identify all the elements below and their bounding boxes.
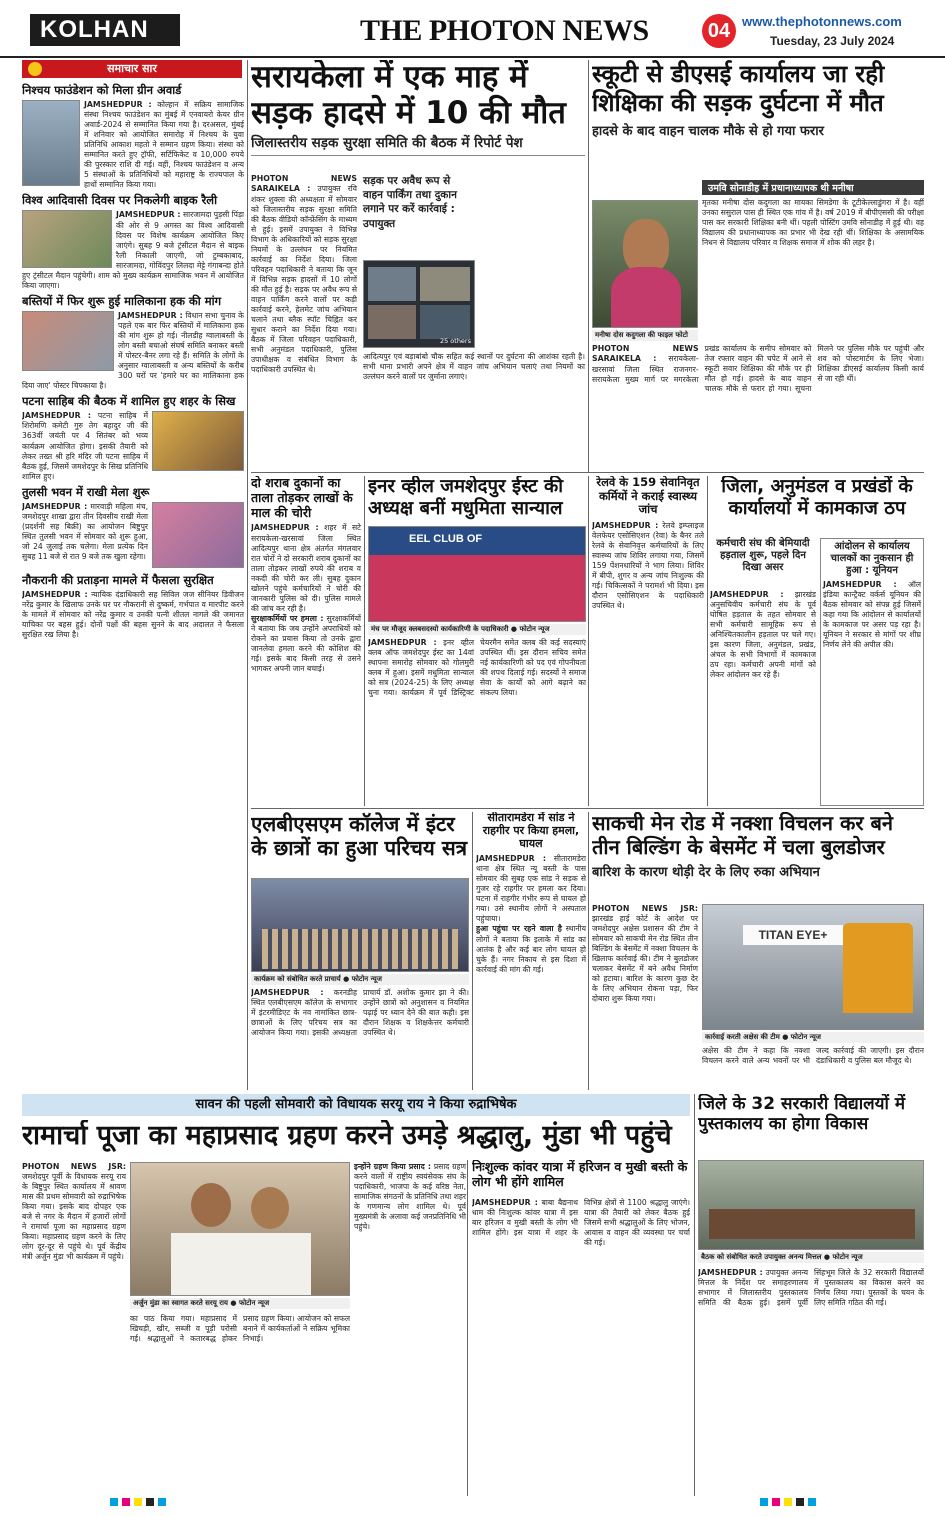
- column-divider: [707, 476, 708, 806]
- story-bulldozer-sakchi: साकची मेन रोड में नक्शा विचलन कर बने तीन बिल्डिंग के बेसमेंट में चला बुलडोजर बारिश के कारण थोड़ी देर के लिए रुका अभियान PHOTON NEWS JSR: झारखंड हाई कोर्ट के आदेश पर जमशेदपुर अक्षेस प्रशासन की टीम ने सोमवार को साकची मेन रोड स्थित तीन बिल्डिंग के बेसमेंट में नक्शा विचलन के खिलाफ कार्रवाई की। टीम ने बुलडोजर चलाकर बेसमेंट में बने अवैध निर्माण को हटाया। बारिश के कारण कुछ देर के लिए अभियान रोकना पड़ा, फिर दोबारा शुरू किया गया। TITAN EYE+ कार्रवाई करती अक्षेस की टीम ● फोटोन न्यूज अक्षेस की टीम ने कहा कि नक्शा विचलन करने वाले अन्य भवनों पर भी जल्द कार्रवाई की जाएगी। इस दौरान दंडाधिकारी व पुलिस बल मौजूद थे।: [592, 812, 924, 1066]
- section-emblem-icon: [28, 62, 42, 76]
- shop-sign: TITAN EYE+: [743, 925, 843, 945]
- digest-text: पटना साहिब में शिरोमणि कमेटी गुरु तेग बहादुर जी की 363वीं जयंती पर 4 सितंबर को भव्य कार्यक्रम आयोजित होगा। इसकी तैयारी को लेकर तख्त श्री हरि मंदिर जी पटना साहिब में बैठक हुई, जिसमें जमशेदपुर के सिख प्रतिनिधि शामिल हुए।: [22, 411, 148, 481]
- side-headline: कर्मचारी संघ की बेमियादी हड़ताल शुरू, पहले दिन दिखा असर: [716, 538, 810, 573]
- column-divider: [364, 476, 365, 806]
- digest-text: विधान सभा चुनाव के पहले एक बार फिर बस्तियों में मालिकाना हक की मांग शुरू हो गई। नीलडीह ग्वालाबस्ती के लोग बस्ती बचाओ संघर्ष समिति बनाकर बस्ती में पोस्टर-बैनर लगा रहे हैं। समिति के लोगों के अनुसार ग्वालाबस्ती व अन्य बस्तियों के करीब 300 घरों पर 'हमारे घर का मालिकाना हक दिया जाए' पोस्टर चिपकाया है।: [22, 310, 244, 391]
- print-color-bar: [760, 1498, 820, 1506]
- story-inner-wheel: इनर व्हील जमशेदपुर ईस्ट की अध्यक्ष बनीं मधुमिता सान्याल EEL CLUB OF मंच पर मौजूद क्लबसदस्यो कार्यकारिणी के पदाधिकारी ● फोटोन न्यूज JAMSHEDPUR : इनर व्हील क्लब ऑफ जमशेदपुर ईस्ट का 14वां स्थापना समारोह सोमवार को गोलमुरी क्लब में हुआ। इसमें मधुमिता सान्याल को सत्र (2024-25) के लिए अध्यक्ष चुना गया। कार्यक्रम में पूर्व डिस्ट्रिक्ट चेयरमैन समेत क्लब की कई सदस्याएं उपस्थित थीं। इस दौरान सचिव समेत नई कार्यकारिणी को पद एवं गोपनीयता की शपथ दिलाई गई। सदस्यों ने समाज सेवा के कार्यों को आगे बढ़ाने का संकल्प लिया।: [368, 476, 586, 698]
- story-text: सुरक्षाकर्मियों ने बताया कि जब उन्होंने अपराधियों को रोकने का प्रयास किया तो उनके द्वारा जानलेवा हमला करने की कोशिश की गई। इसके बाद किसी तरह से उसने भागकर अपनी जान बचाई।: [251, 613, 361, 673]
- subhead: हादसे के बाद वाहन चालक मौके से हो गया फरार: [592, 123, 824, 139]
- column-divider: [694, 1094, 695, 1496]
- story-subhead: इन्होंने ग्रहण किया प्रसाद :: [354, 1162, 431, 1171]
- brand-name: THE PHOTON NEWS: [360, 14, 649, 47]
- story-subhead: हुआ पहुंचा पर रहने वाला है: [476, 924, 562, 934]
- subhead: जिलास्तरीय सड़क सुरक्षा समिति की बैठक में रिपोर्ट पेश: [251, 135, 585, 156]
- college-hall-photo: [251, 878, 469, 972]
- story-ramarcha-puja: रामार्चा पूजा का महाप्रसाद ग्रहण करने उमड़े श्रद्धालु, मुंडा भी पहुंचे PHOTON NEWS JSR: जमशेदपुर पूर्वी के विधायक सरयू राय के बिष्टुपुर स्थित कार्यालय में श्रावण मास की प्रथम सोमवारी को रुद्राभिषेक किया गया। इसके बाद दोपहर एक बजे से नगर के मैदान में हजारों लोगों ने रामार्चा पूजा का महाप्रसाद ग्रहण किया। महाप्रसाद ग्रहण करने के लिए लोग दूर-दूर से पहुंचे थे। पूर्व केंद्रीय मंत्री अर्जुन मुंडा भी कार्यक्रम में पहुंचे। अर्जुन मुंडा का स्वागत करते सरयू राय ● फोटोन न्यूज का पाठ किया गया। महाप्रसाद में खिचड़ी, खीर, सब्जी व पूड़ी परोसी गई। श्रद्धालुओं ने कतारबद्ध होकर प्रसाद ग्रहण किया। आयोजन को सफल बनाने में कार्यकर्ताओं ने सक्रिय भूमिका निभाई। इन्होंने ग्रहण किया प्रसाद : प्रसाद ग्रहण करने वालों में राष्ट्रीय स्वयंसेवक संघ के पदाधिकारी, भाजपा के कई वरिष्ठ नेता, सामाजिक संगठनों के प्रतिनिधि तथा शहर के गणमान्य लोग शामिल थे। पूर्व मुख्यमंत्री के अलावा कई जनप्रतिनिधि भी पहुंचे।: [22, 1120, 690, 1496]
- pull-quote: सड़क पर अवैध रूप से वाहन पार्किंग तथा दुकान लगाने पर करें कार्रवाई : उपायुक्त: [363, 175, 457, 230]
- column-divider: [588, 812, 589, 1090]
- row-divider: [251, 808, 924, 809]
- photo-caption: मंच पर मौजूद क्लबसदस्यो कार्यकारिणी के पदाधिकारी ● फोटोन न्यूज: [368, 624, 586, 635]
- headline: जिले के 32 सरकारी विद्यालयों में पुस्तकालय का होगा विकास: [698, 1094, 906, 1135]
- news-digest-column: [22, 80, 244, 1088]
- story-text: उपायुक्त अनन्य मित्तल के निर्देश पर समाहरणालय सभागार में जिलास्तरीय पुस्तकालय समिति की बैठक हुई। इसमें पूर्वी सिंहभूम जिले के 32 सरकारी विद्यालयों में पुस्तकालय का विकास करने का निर्णय लिया गया। पुस्तकों के चयन के लिए समिति गठित की गई।: [698, 1268, 924, 1308]
- bulldozer-photo: [702, 904, 924, 1030]
- digest-title: नौकरानी की प्रताड़ना मामले में फैसला सुरक्षित: [22, 572, 214, 587]
- box-title: उमवि सोनाडीह में प्रधानाध्यापक थी मनीषा: [702, 180, 924, 195]
- brand-logo: [360, 14, 649, 48]
- box-text: मृतका मनीषा दोस कदुगला का मायका सिमडेगा के टूटीकेल्लाडुंगरा में है। वहीं उनका ससुराल पास ही स्थित एक गांव में है। वर्ष 2019 में बीपीएससी की परीक्षा पास कर सरकारी शिक्षिका बनी थीं। पहली पोस्टिंग उमवि सोनाडीह में हुई थी। वह विद्यालय की प्रधानाध्यापक का प्रभार भी देख रही थीं। शिक्षिका के असामयिक निधन से विद्यालय परिवार व शिक्षक समाज में शोक की लहर है।: [702, 198, 924, 248]
- issue-date: Tuesday, 23 July 2024: [770, 34, 895, 48]
- story-school-library: जिले के 32 सरकारी विद्यालयों में पुस्तकालय का होगा विकास बैठक को संबोधित करते उपायुक्त अनन्य मित्तल ● फोटोन न्यूज JAMSHEDPUR : उपायुक्त अनन्य मित्तल के निर्देश पर समाहरणालय सभागार में जिलास्तरीय पुस्तकालय समिति की बैठक हुई। इसमें पूर्वी सिंहभूम जिले के 32 सरकारी विद्यालयों में पुस्तकालय का विकास करने का निर्णय लिया गया। पुस्तकों के चयन के लिए समिति गठित की गई।: [698, 1094, 924, 1308]
- edition-label: KOLHAN: [30, 14, 180, 46]
- story-text: बाबा बैद्यनाथ धाम की निःशुल्क कांवर यात्रा में इस बार हरिजन व मुखी बस्ती के लोग भी शामिल होंगे। इस यात्रा में शहर के विभिन्न क्षेत्रों से 1100 श्रद्धालु जाएंगे। यात्रा की तैयारी को लेकर बैठक हुई जिसमें सभी श्रद्धालुओं के लिए भोजन, आवास व वाहन की व्यवस्था पर चर्चा की गई।: [472, 1198, 690, 1248]
- story-text: प्रसाद ग्रहण करने वालों में राष्ट्रीय स्वयंसेवक संघ के पदाधिकारी, भाजपा के कई वरिष्ठ नेता, सामाजिक संगठनों के प्रतिनिधि तथा शहर के गणमान्य लोग शामिल थे। पूर्व मुख्यमंत्री के अलावा कई जनप्रतिनिधि भी पहुंचे।: [354, 1162, 466, 1232]
- story-subhead: सुरक्षाकर्मियों पर हमला :: [251, 613, 324, 623]
- digest-title: विश्व आदिवासी दिवस पर निकलेगी बाइक रैली: [22, 193, 218, 208]
- digest-title: तुलसी भवन में राखी मेला शुरू: [22, 484, 150, 499]
- lead-story-teacher-accident: स्कूटी से डीएसई कार्यालय जा रही शिक्षिका की सड़क दुर्घटना में मौत हादसे के बाद वाहन चालक मौके से हो गया फरार उमवि सोनाडीह में प्रधानाध्यापक थी मनीषा मनीषा दोस कदुगला की फाइल फोटो मृतका मनीषा दोस कदुगला का मायका सिमडेगा के टूटीकेल्लाडुंगरा में है। वहीं उनका ससुराल पास ही स्थित एक गांव में है। वर्ष 2019 में बीपीएससी की परीक्षा पास कर सरकारी शिक्षिका बनी थीं। पहली पोस्टिंग उमवि सोनाडीह में हुई थी। वह विद्यालय की प्रधानाध्यापक का प्रभार भी देख रही थीं। शिक्षिका के असामयिक निधन से विद्यालय परिवार व शिक्षक समाज में शोक की लहर है। PHOTON NEWS SARAIKELA : सरायकेला-खरसावां जिला स्थित राजनगर-सरायकेला मुख्य मार्ग पर मगरकेला प्रखंड कार्यालय के समीप सोमवार को तेज रफ्तार वाहन की चपेट में आने से स्कूटी सवार शिक्षिका की मौके पर ही मौत हो गई। हादसे के बाद वाहन चालक मौके से फरार हो गया। सूचना मिलने पर पुलिस मौके पर पहुंची और शव को पोस्टमार्टम के लिए भेजा। शिक्षिका डीएसई कार्यालय किसी कार्य से जा रही थीं।: [592, 60, 924, 394]
- story-text: सीतारामडेरा थाना क्षेत्र स्थित न्यू बस्ती के पास सोमवार की सुबह एक सांड ने सड़क से गुजर रहे राहगीर पर हमला कर दिया। घटना में राहगीर गंभीर रूप से घायल हो गया। उसे स्थानीय लोगों ने अस्पताल पहुंचाया।: [476, 853, 586, 924]
- photo-caption: मनीषा दोस कदुगला की फाइल फोटो: [592, 330, 698, 341]
- print-color-bar: [110, 1498, 170, 1506]
- column-divider: [588, 60, 589, 472]
- column-divider: [247, 60, 248, 1090]
- site-link[interactable]: www.thephotonnews.com: [742, 14, 902, 29]
- story-text: झारखंड हाई कोर्ट के आदेश पर जमशेदपुर अक्षेस प्रशासन की टीम ने सोमवार को साकची मेन रोड स्थित तीन बिल्डिंग के बेसमेंट में नक्शा विचलन के खिलाफ कार्रवाई की। टीम ने बुलडोजर चलाकर बेसमेंट में बने अवैध निर्माण को हटाया। बारिश के कारण कुछ देर के लिए अभियान रोकना पड़ा, फिर दोबारा शुरू किया गया।: [592, 914, 698, 1004]
- basti-photo: [22, 311, 114, 371]
- story-text: स्थानीय लोगों ने बताया कि इलाके में सांड का आतंक है और कई बार लोग घायल हो चुके हैं। नगर निकाय से इस दिशा में कार्रवाई की मांग की गई।: [476, 924, 586, 974]
- box-title: आंदोलन से कार्यालय चालकों का नुकसान ही हुआ : यूनियन: [830, 541, 914, 576]
- sikh-meeting-photo: [152, 411, 244, 471]
- participants-tag: 25 others: [439, 337, 471, 345]
- story-text: इनर व्हील क्लब ऑफ जमशेदपुर ईस्ट का 14वां स्थापना समारोह सोमवार को गोलमुरी क्लब में हुआ। इसमें मधुमिता सान्याल को सत्र (2024-25) के लिए अध्यक्ष चुना गया। कार्यक्रम में पूर्व डिस्ट्रिक्ट चेयरमैन समेत क्लब की कई सदस्याएं उपस्थित थीं। इस दौरान सचिव समेत नई कार्यकारिणी को पद एवं गोपनीयता की शपथ दिलाई गई। सदस्यों ने समाज सेवा के कार्यों को आगे बढ़ाने का संकल्प लिया।: [368, 638, 586, 698]
- story-text: शहर में सटे सरायकेला-खरसावां जिला स्थित आदित्यपुर थाना क्षेत्र अंतर्गत मंगलवार रात चोरों ने दो सरकारी शराब दुकानों का ताला तोड़कर लाखों रुपये की शराब व नकदी की चोरी कर ली। सुबह दुकान खोलने पहुंचे कर्मचारियों ने चोरी की जानकारी पुलिस को दी। पुलिस मामले की जांच कर रही है।: [251, 523, 361, 613]
- box-text: ऑल इंडिया कान्ट्रैक्ट वर्कर्स यूनियन की बैठक सोमवार को संपन्न हुई जिसमें कहा गया कि आंदोलन से कार्यालयों के कामकाज पर असर पड़ रहा है। यूनियन ने सरकार से मांगों पर शीघ्र निर्णय लेने की अपील की।: [823, 580, 921, 650]
- column-divider: [588, 476, 589, 806]
- story-office-strike: जिला, अनुमंडल व प्रखंडों के कार्यालयों में कामकाज ठप कर्मचारी संघ की बेमियादी हड़ताल शुरू, पहले दिन दिखा असर आंदोलन से कार्यालय चालकों का नुकसान ही हुआ : यूनियन JAMSHEDPUR : ऑल इंडिया कान्ट्रैक्ट वर्कर्स यूनियन की बैठक सोमवार को संपन्न हुई जिसमें कहा गया कि आंदोलन से कार्यालयों के कामकाज पर असर पड़ रहा है। यूनियन ने सरकार से मांगों पर शीघ्र निर्णय लेने की अपील की। JAMSHEDPUR : झारखंड अनुसचिवीय कर्मचारी संघ के पूर्व घोषित हड़ताल के तहत सोमवार से सभी कर्मचारी सामूहिक रूप से अनिश्चितकालीन हड़ताल पर चले गए। इस कारण जिला, अनुमंडल, प्रखंड, अंचल के सभी विभागों में कामकाज ठप रहा। कर्मचारी अपनी मांगों को लेकर आंदोलन कर रहे हैं।: [710, 476, 924, 806]
- video-conference-photo: [363, 260, 475, 348]
- story-lbsm-college: एलबीएसएम कॉलेज में इंटर के छात्रों का हुआ परिचय सत्र कार्यक्रम को संबोधित करते प्राचार्य ● फोटोन न्यूज JAMSHEDPUR : करनडीह स्थित एलबीएसएम कॉलेज के सभागार में इंटरमीडिएट के नव नामांकित छात्र-छात्राओं के लिए परिचय सत्र का आयोजन किया गया। इसकी अध्यक्षता प्राचार्य डॉ. अशोक कुमार झा ने की। उन्होंने छात्रों को अनुशासन व नियमित पढ़ाई पर ध्यान देने की बात कही। इस दौरान शिक्षक व शिक्षकेत्तर कर्मचारी उपस्थित थे।: [251, 812, 469, 1038]
- story-bull-attack: सीतारामडेरा में सांड ने राहगीर पर किया हमला, घायल JAMSHEDPUR : सीतारामडेरा थाना क्षेत्र स्थित न्यू बस्ती के पास सोमवार की सुबह एक सांड ने सड़क से गुजर रहे राहगीर पर हमला कर दिया। घटना में राहगीर गंभीर रूप से घायल हो गया। उसे स्थानीय लोगों ने अस्पताल पहुंचाया। हुआ पहुंचा पर रहने वाला है स्थानीय लोगों ने बताया कि इलाके में सांड का आतंक है और कई बार लोग घायल हो चुके हैं। नगर निकाय से इस दिशा में कार्रवाई की मांग की गई।: [476, 812, 586, 974]
- story-text: करनडीह स्थित एलबीएसएम कॉलेज के सभागार में इंटरमीडिएट के नव नामांकित छात्र-छात्राओं के लिए परिचय सत्र का आयोजन किया गया। इसकी अध्यक्षता प्राचार्य डॉ. अशोक कुमार झा ने की। उन्होंने छात्रों को अनुशासन व नियमित पढ़ाई पर ध्यान देने की बात कही। इस दौरान शिक्षक व शिक्षकेत्तर कर्मचारी उपस्थित थे।: [251, 988, 469, 1038]
- headline: निःशुल्क कांवर यात्रा में हरिजन व मुखी बस्ती के लोग भी होंगे शामिल: [472, 1160, 688, 1189]
- digest-text: कोल्हान में सक्रिय सामाजिक संस्था निश्चय फाउंडेशन का मुंबई में एनवायरो केयर ग्रीन अवार्ड-2024 से सम्मानित किया गया है। दरअसल, मुंबई में शनिवार को आयोजित समारोह में निश्चय के युवा प्रतिनिधि आकाश महतो ने सम्मान ग्रहण किया। संस्था को सम्मानित करते हुए ट्रॉफी, सर्टिफिकेट व 10,000 रुपये की पुरस्कार राशि दी गई। वहीं, निश्चय फाउंडेशन व अन्य 5 संस्थाओं के प्रतिनिधियों को महाराष्ट्र के राज्यपाल के हाथों सम्मानित किया गया।: [84, 100, 244, 190]
- masthead: [0, 0, 945, 58]
- headline: रामार्चा पूजा का महाप्रसाद ग्रहण करने उमड़े श्रद्धालु, मुंडा भी पहुंचे: [22, 1120, 672, 1151]
- headline: जिला, अनुमंडल व प्रखंडों के कार्यालयों में कामकाज ठप: [721, 476, 913, 519]
- rakhi-mela-photo: [152, 502, 244, 568]
- headline: सरायकेला में एक माह में सड़क हादसे में 10 की मौत: [251, 60, 566, 131]
- headline: दो शराब दुकानों का ताला तोड़कर लाखों के माल की चोरी: [251, 476, 353, 520]
- meeting-photo: [698, 1160, 924, 1250]
- digest-text: सारजामदा पुड़सी पिंड़ा की ओर से 9 अगस्त का विश्व आदिवासी दिवस पर विशेष कार्यक्रम आयोजित किए जाएंगे। सुबह 9 बजे ट्रंसीटल मैदान से बाइक रैली निकाली जाएगी, जो टुम्बकाबाद, सारजामदा, गोविंदपुर लिलदा मेट्टे गंगाबन्दा होते हुए ट्रंसीटल मैदान पहुंचेगी। शाम को मुख्य कार्यक्रम सामाजिक भवन में आयोजित किया जाएगा।: [22, 210, 244, 290]
- section-label: समाचार सार: [22, 60, 242, 78]
- photo-caption: कार्यक्रम को संबोधित करते प्राचार्य ● फोटोन न्यूज: [251, 974, 469, 985]
- story-text: झारखंड अनुसचिवीय कर्मचारी संघ के पूर्व घोषित हड़ताल के तहत सोमवार से सभी कर्मचारी सामूहिक रूप से अनिश्चितकालीन हड़ताल पर चले गए। इस कारण जिला, अनुमंडल, प्रखंड, अंचल के सभी विभागों में कामकाज ठप रहा। कर्मचारी अपनी मांगों को लेकर आंदोलन कर रहे हैं।: [710, 590, 816, 680]
- column-divider: [472, 812, 473, 1090]
- club-group-photo: [368, 526, 586, 622]
- headline: एलबीएसएम कॉलेज में इंटर के छात्रों का हुआ परिचय सत्र: [251, 812, 468, 861]
- headline: स्कूटी से डीएसई कार्यालय जा रही शिक्षिका की सड़क दुर्घटना में मौत: [592, 60, 885, 117]
- row-divider: [251, 472, 924, 473]
- digest-text: मारवाड़ी महिला मंच, जमशेदपुर शाखा द्वारा तीन दिवसीय राखी मेला (प्रदर्शनी सह बिक्री) का आयोजन बिष्टुपुर स्थित तुलसी भवन में सोमवार को शुरू हुआ, जो 24 जुलाई तक चलेगा। मेला प्रत्येक दिन सुबह 11 बजे से रात 9 बजे तक खुला रहेगा।: [22, 501, 148, 561]
- story-text-continued: अक्षेस की टीम ने कहा कि नक्शा विचलन करने वाले अन्य भवनों पर भी जल्द कार्रवाई की जाएगी। इस दौरान दंडाधिकारी व पुलिस बल मौजूद थे।: [702, 1046, 924, 1066]
- photo-caption: अर्जुन मुंडा का स्वागत करते सरयू राय ● फोटोन न्यूज: [130, 1298, 350, 1309]
- story-text: उपायुक्त रवि शंकर शुक्ला की अध्यक्षता में सोमवार को जिलास्तरीय सड़क सुरक्षा समिति की बैठक वीडियो कॉन्फ्रेंसिंग के माध्यम से हुई। इसमें उपायुक्त ने विभिन्न विभाग के अधिकारियों को सड़क सुरक्षा नियमों के उल्लंघन पर नियमित कार्रवाई का निर्देश दिया। जिला परिवहन पदाधिकारी ने बताया कि जून में विभिन्न सड़क हादसों में 10 लोगों की मौत हुई है। सड़क पर अवैध रूप से वाहन पार्किंग करने वालों पर कड़ी कार्रवाई करने, हेलमेट जांच अभियान चलाने तथा ब्लैक स्पॉट चिह्नित कर सुधार कराने का निर्देश दिया गया। बैठक में जिला परिवहन पदाधिकारी, सभी अनुमंडल पदाधिकारी, पुलिस उपाधीक्षक व संबंधित विभाग के पदाधिकारी उपस्थित थे।: [251, 184, 357, 374]
- subhead: बारिश के कारण थोड़ी देर के लिए रुका अभियान: [592, 865, 820, 881]
- digest-item: बस्तियों में फिर शुरू हुई मालिकाना हक की मांग JAMSHEDPUR : विधान सभा चुनाव के पहले एक बार फिर बस्तियों में मालिकाना हक की मांग शुरू हो गई। नीलडीह ग्वालाबस्ती के लोग बस्ती बचाओ संघर्ष समिति बनाकर बस्ती में पोस्टर-बैनर लगा रहे हैं। समिति के लोगों के अनुसार ग्वालाबस्ती व अन्य बस्तियों के करीब 300 घरों पर 'हमारे घर का मालिकाना हक दिया जाए' पोस्टर चिपकाया है।: [22, 293, 244, 391]
- digest-item: निश्चय फाउंडेशन को मिला ग्रीन अवार्ड JAMSHEDPUR : कोल्हान में सक्रिय सामाजिक संस्था निश्चय फाउंडेशन का मुंबई में एनवायरो केयर ग्रीन अवार्ड-2024 से सम्मानित किया गया है। दरअसल, मुंबई में शनिवार को आयोजित समारोह में निश्चय के युवा प्रतिनिधि आकाश महतो ने सम्मान ग्रहण किया। संस्था को सम्मानित करते हुए ट्रॉफी, सर्टिफिकेट व 10,000 रुपये की पुरस्कार राशि दी गई। वहीं, निश्चय फाउंडेशन व अन्य 5 संस्थाओं के प्रतिनिधियों को महाराष्ट्र के राज्यपाल के हाथों सम्मानित किया गया।: [22, 83, 244, 190]
- digest-item: पटना साहिब की बैठक में शामिल हुए शहर के सिख JAMSHEDPUR : पटना साहिब में शिरोमणि कमेटी गुरु तेग बहादुर जी की 363वीं जयंती पर 4 सितंबर को भव्य कार्यक्रम आयोजित होगा। इसकी तैयारी को लेकर तख्त श्री हरि मंदिर जी पटना साहिब में बैठक हुई, जिसमें जमशेदपुर के सिख प्रतिनिधि शामिल हुए।: [22, 394, 244, 481]
- story-text: सरायकेला-खरसावां जिला स्थित राजनगर-सरायकेला मुख्य मार्ग पर मगरकेला प्रखंड कार्यालय के समीप सोमवार को तेज रफ्तार वाहन की चपेट में आने से स्कूटी सवार शिक्षिका की मौके पर ही मौत हो गई। हादसे के बाद वाहन चालक मौके से फरार हो गया। सूचना मिलने पर पुलिस मौके पर पहुंची और शव को पोस्टमार्टम के लिए भेजा। शिक्षिका डीएसई कार्यालय किसी कार्य से जा रही थीं।: [592, 344, 924, 394]
- digest-item: विश्व आदिवासी दिवस पर निकलेगी बाइक रैली JAMSHEDPUR : सारजामदा पुड़सी पिंड़ा की ओर से 9 अगस्त का विश्व आदिवासी दिवस पर विशेष कार्यक्रम आयोजित किए जाएंगे। सुबह 9 बजे ट्रंसीटल मैदान से बाइक रैली निकाली जाएगी, जो टुम्बकाबाद, सारजामदा, गोविंदपुर लिलदा मेट्टे गंगाबन्दा होते हुए ट्रंसीटल मैदान पहुंचेगी। शाम को मुख्य कार्यक्रम सामाजिक भवन में आयोजित किया जाएगा।: [22, 193, 244, 290]
- headline: इनर व्हील जमशेदपुर ईस्ट की अध्यक्ष बनीं मधुमिता सान्याल: [368, 476, 564, 519]
- award-photo: [22, 100, 80, 186]
- story-kanwar-yatra: निःशुल्क कांवर यात्रा में हरिजन व मुखी बस्ती के लोग भी होंगे शामिल JAMSHEDPUR : बाबा बैद्यनाथ धाम की निःशुल्क कांवर यात्रा में इस बार हरिजन व मुखी बस्ती के लोग भी शामिल होंगे। इस यात्रा में शहर के विभिन्न क्षेत्रों से 1100 श्रद्धालु जाएंगे। यात्रा की तैयारी को लेकर बैठक हुई जिसमें सभी श्रद्धालुओं के लिए भोजन, आवास व वाहन की व्यवस्था पर चर्चा की गई।: [472, 1160, 690, 1248]
- headline: सीतारामडेरा में सांड ने राहगीर पर किया हमला, घायल: [482, 812, 580, 850]
- digest-title: पटना साहिब की बैठक में शामिल हुए शहर के सिख: [22, 394, 236, 409]
- digest-title: निश्चय फाउंडेशन को मिला ग्रीन अवार्ड: [22, 83, 182, 97]
- rally-photo: [22, 210, 112, 268]
- digest-item: तुलसी भवन में राखी मेला शुरू JAMSHEDPUR : मारवाड़ी महिला मंच, जमशेदपुर शाखा द्वारा तीन दिवसीय राखी मेला (प्रदर्शनी सह बिक्री) का आयोजन बिष्टुपुर स्थित तुलसी भवन में सोमवार को शुरू हुआ, जो 24 जुलाई तक चलेगा। मेला प्रत्येक दिन सुबह 11 बजे से रात 9 बजे तक खुला रहेगा।: [22, 485, 244, 562]
- headline: रेलवे के 159 सेवानिवृत कर्मियों ने कराई स्वास्थ्य जांच: [596, 476, 700, 517]
- headline: साकची मेन रोड में नक्शा विचलन कर बने तीन बिल्डिंग के बेसमेंट में चला बुलडोजर: [592, 812, 894, 859]
- digest-item: नौकरानी की प्रताड़ना मामले में फैसला सुरक्षित JAMSHEDPUR : न्यायिक दंडाधिकारी सह सिविल जज सीनियर डिवीजन नरेंद्र कुमार के खिलाफ उनके घर पर नौकरानी से दुष्कर्म, गर्भपात व मारपीट करने के मामले में सोमवार को नरेंद्र कुमार व उनकी पत्नी शीतल नागले की जमानत याचिका पर बहस हुई। दोनों पक्षों की बहस सुनने के बाद अदालत ने फैसला सुरक्षित रख लिया है।: [22, 572, 244, 639]
- column-divider: [467, 1160, 468, 1496]
- photo-caption: कार्रवाई करती अक्षेस की टीम ● फोटोन न्यूज: [702, 1032, 924, 1043]
- digest-title: बस्तियों में फिर शुरू हुई मालिकाना हक की मांग: [22, 293, 222, 308]
- story-liquor-theft: दो शराब दुकानों का ताला तोड़कर लाखों के माल की चोरी JAMSHEDPUR : शहर में सटे सरायकेला-खरसावां जिला स्थित आदित्यपुर थाना क्षेत्र अंतर्गत मंगलवार रात चोरों ने दो सरकारी शराब दुकानों का ताला तोड़कर लाखों रुपये की शराब व नकदी की चोरी कर ली। सुबह दुकान खोलने पहुंचे कर्मचारियों ने चोरी की जानकारी पुलिस को दी। पुलिस मामले की जांच कर रही है। सुरक्षाकर्मियों पर हमला : सुरक्षाकर्मियों ने बताया कि जब उन्होंने अपराधियों को रोकने का प्रयास किया तो उनके द्वारा जानलेवा हमला करने की कोशिश की गई। इसके बाद किसी तरह से उसने भागकर अपनी जान बचाई।: [251, 476, 361, 673]
- teacher-photo: [592, 200, 698, 328]
- rudrabhishek-banner: सावन की पहली सोमवारी को विधायक सरयू राय ने किया रुद्राभिषेक: [22, 1094, 690, 1116]
- story-railway-health: रेलवे के 159 सेवानिवृत कर्मियों ने कराई स्वास्थ्य जांच JAMSHEDPUR : रेलवे इम्प्लाइज वेलफेयर एसोसिएशन (रेवा) के बैनर तले रेलवे के सेवानिवृत्त कर्मचारियों के लिए स्वास्थ्य जांच शिविर लगाया गया, जिसमें 159 पेंशनधारियों ने भाग लिया। शिविर में बीपी, शुगर व अन्य जांच निःशुल्क की गई। चिकित्सकों ने परामर्श भी दिया। इस दौरान एसोसिएशन के पदाधिकारी उपस्थित थे।: [592, 476, 704, 611]
- story-text: जमशेदपुर पूर्वी के विधायक सरयू राय के बिष्टुपुर स्थित कार्यालय में श्रावण मास की प्रथम सोमवारी को रुद्राभिषेक किया गया। इसके बाद दोपहर एक बजे से नगर के मैदान में हजारों लोगों ने रामार्चा पूजा का महाप्रसाद ग्रहण किया। महाप्रसाद ग्रहण करने के लिए लोग दूर-दूर से पहुंचे थे। पूर्व केंद्रीय मंत्री अर्जुन मुंडा भी कार्यक्रम में पहुंचे।: [22, 1172, 126, 1262]
- digest-text: न्यायिक दंडाधिकारी सह सिविल जज सीनियर डिवीजन नरेंद्र कुमार के खिलाफ उनके घर पर नौकरानी से दुष्कर्म, गर्भपात व मारपीट करने के मामले में सोमवार को नरेंद्र कुमार व उनकी पत्नी शीतल नागले की जमानत याचिका पर बहस हुई। दोनों पक्षों की बहस सुनने के बाद अदालत ने फैसला सुरक्षित रख लिया है।: [22, 589, 244, 639]
- munda-welcome-photo: [130, 1162, 350, 1296]
- page-number: 04: [702, 14, 736, 48]
- story-text-continued: आदित्यपुर एवं बड़ाबांबो चौक सहित कई स्थानों पर दुर्घटना की आशंका रहती है। सभी थाना प्रभारी अपने क्षेत्र में वाहन जांच अभियान चलाएं तथा नियमों का उल्लंघन करने वालों पर जुर्माना लगाएं।: [363, 352, 585, 382]
- lead-story-road-deaths: सरायकेला में एक माह में सड़क हादसे में 10 की मौत जिलास्तरीय सड़क सुरक्षा समिति की बैठक में रिपोर्ट पेश PHOTON NEWS SARAIKELA : उपायुक्त रवि शंकर शुक्ला की अध्यक्षता में सोमवार को जिलास्तरीय सड़क सुरक्षा समिति की बैठक वीडियो कॉन्फ्रेंसिंग के माध्यम से हुई। इसमें उपायुक्त ने विभिन्न विभाग के अधिकारियों को सड़क सुरक्षा नियमों के उल्लंघन पर नियमित कार्रवाई का निर्देश दिया। जिला परिवहन पदाधिकारी ने बताया कि जून में विभिन्न सड़क हादसों में 10 लोगों की मौत हुई है। सड़क पर अवैध रूप से वाहन पार्किंग करने वालों पर कड़ी कार्रवाई करने, हेलमेट जांच अभियान चलाने तथा ब्लैक स्पॉट चिह्नित कर सुधार कराने का निर्देश दिया गया। बैठक में जिला परिवहन पदाधिकारी, सभी अनुमंडल पदाधिकारी, पुलिस उपाधीक्षक व संबंधित विभाग के पदाधिकारी उपस्थित थे। सड़क पर अवैध रूप से वाहन पार्किंग तथा दुकान लगाने पर करें कार्रवाई : उपायुक्त 25 others आदित्यपुर एवं बड़ाबांबो चौक सहित कई स्थानों पर दुर्घटना की आशंका रहती है। सभी थाना प्रभारी अपने क्षेत्र में वाहन जांच अभियान चलाएं तथा नियमों का उल्लंघन करने वालों पर जुर्माना लगाएं।: [251, 60, 585, 382]
- story-text-continued: का पाठ किया गया। महाप्रसाद में खिचड़ी, खीर, सब्जी व पूड़ी परोसी गई। श्रद्धालुओं ने कतारबद्ध होकर प्रसाद ग्रहण किया। आयोजन को सफल बनाने में कार्यकर्ताओं ने सक्रिय भूमिका निभाई।: [130, 1314, 350, 1344]
- photo-caption: बैठक को संबोधित करते उपायुक्त अनन्य मित्तल ● फोटोन न्यूज: [698, 1252, 924, 1263]
- club-banner-text: EEL CLUB OF: [409, 533, 483, 545]
- story-text: रेलवे इम्प्लाइज वेलफेयर एसोसिएशन (रेवा) के बैनर तले रेलवे के सेवानिवृत्त कर्मचारियों के लिए स्वास्थ्य जांच शिविर लगाया गया, जिसमें 159 पेंशनधारियों ने भाग लिया। शिविर में बीपी, शुगर व अन्य जांच निःशुल्क की गई। चिकित्सकों ने परामर्श भी दिया। इस दौरान एसोसिएशन के पदाधिकारी उपस्थित थे।: [592, 520, 704, 611]
